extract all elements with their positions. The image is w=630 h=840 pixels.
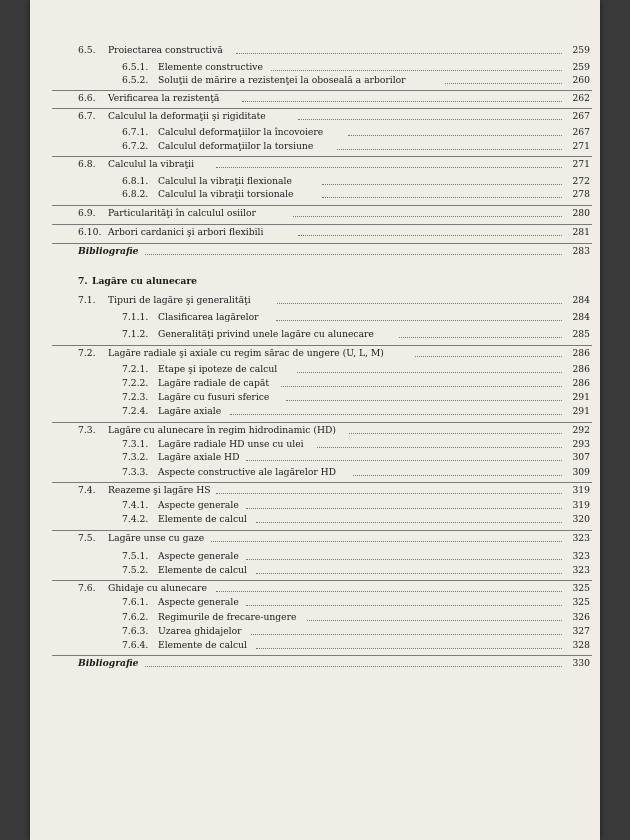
entry-number: 6.8.1.	[122, 176, 149, 187]
entry-page-number: 307	[572, 452, 590, 463]
entry-page-number: 320	[572, 514, 590, 525]
entry-page-number: 327	[572, 626, 590, 637]
dot-leader	[276, 320, 562, 321]
entry-title: Elemente de calcul	[158, 514, 247, 525]
entry-title: Lagăre radiale şi axiale cu regim sărac de ungere (U, L, M)	[108, 348, 384, 359]
separator-line	[52, 655, 592, 656]
separator-line	[52, 530, 592, 531]
entry-number: 6.8.	[78, 159, 96, 170]
dot-leader	[293, 216, 563, 217]
entry-title: Lagăre axiale	[158, 406, 222, 417]
entry-number: 7.1.	[78, 295, 96, 306]
dot-leader	[242, 101, 563, 102]
entry-page-number: 291	[572, 392, 590, 403]
dot-leader	[353, 475, 562, 476]
entry-number: 7.3.2.	[122, 452, 149, 463]
entry-title: Uzarea ghidajelor	[158, 626, 242, 637]
entry-page-number: 292	[572, 425, 590, 436]
entry-page-number: 272	[572, 176, 590, 187]
entry-title: Calculul deformaţiilor la torsiune	[158, 141, 314, 152]
entry-page-number: 281	[572, 227, 590, 238]
entry-number: 7.3.1.	[122, 439, 149, 450]
entry-page-number: 259	[572, 62, 590, 73]
entry-number: 6.5.2.	[122, 75, 149, 86]
dot-leader	[246, 559, 562, 560]
entry-number: 6.7.2.	[122, 141, 149, 152]
dot-leader	[216, 493, 562, 494]
entry-page-number: 291	[572, 406, 590, 417]
entry-title: Aspecte generale	[158, 597, 239, 608]
entry-number: 7.6.3.	[122, 626, 149, 637]
separator-line	[52, 580, 592, 581]
entry-page-number: 325	[572, 583, 590, 594]
entry-number: 7.2.2.	[122, 378, 149, 389]
entry-page-number: 323	[572, 565, 590, 576]
entry-number: 6.7.1.	[122, 127, 149, 138]
separator-line	[52, 345, 592, 346]
entry-number: 6.8.2.	[122, 189, 149, 200]
entry-page-number: 262	[572, 93, 590, 104]
dot-leader	[236, 53, 562, 54]
entry-page-number: 271	[572, 141, 590, 152]
entry-page-number: 323	[572, 533, 590, 544]
entry-page-number: 271	[572, 159, 590, 170]
dot-leader	[286, 400, 562, 401]
entry-number: 7.6.4.	[122, 640, 149, 651]
entry-title: Aspecte generale	[158, 500, 239, 511]
dot-leader	[277, 303, 562, 304]
entry-title: Lagăre unse cu gaze	[108, 533, 205, 544]
entry-title: Calculul la vibraţii	[108, 159, 195, 170]
separator-line	[52, 90, 592, 91]
dot-leader	[349, 433, 562, 434]
entry-title: Calculul deformaţiilor la încovoiere	[158, 127, 324, 138]
separator-line	[52, 422, 592, 423]
entry-number: 7.1.2.	[122, 329, 149, 340]
entry-number: 7.1.1.	[122, 312, 149, 323]
dot-leader	[317, 447, 562, 448]
entry-page-number: 323	[572, 551, 590, 562]
entry-number: 7.3.	[78, 425, 96, 436]
dot-leader	[415, 356, 562, 357]
entry-title: Elemente de calcul	[158, 565, 247, 576]
dot-leader	[322, 197, 562, 198]
dot-leader	[297, 372, 562, 373]
entry-title: Lagăre cu alunecare	[92, 276, 198, 287]
dot-leader	[145, 666, 562, 667]
entry-number: 6.5.1.	[122, 62, 149, 73]
entry-title: Tipuri de lagăre şi generalităţi	[108, 295, 251, 306]
entry-number: 6.10.	[78, 227, 102, 238]
dot-leader	[216, 591, 562, 592]
entry-title: Generalităţi privind unele lagăre cu alunecare	[158, 329, 374, 340]
entry-page-number: 319	[572, 485, 590, 496]
entry-number: 7.	[78, 276, 88, 287]
entry-title: Arbori cardanici şi arbori flexibili	[108, 227, 264, 238]
entry-title: Calculul la vibraţii flexionale	[158, 176, 292, 187]
entry-page-number: 309	[572, 467, 590, 478]
entry-page-number: 284	[572, 295, 590, 306]
entry-title: Calculul la vibraţii torsionale	[158, 189, 294, 200]
dot-leader	[145, 254, 562, 255]
entry-page-number: 325	[572, 597, 590, 608]
entry-title: Elemente de calcul	[158, 640, 247, 651]
dot-leader	[298, 119, 562, 120]
dot-leader	[256, 573, 562, 574]
entry-number: 7.4.1.	[122, 500, 149, 511]
entry-number: 7.4.2.	[122, 514, 149, 525]
dot-leader	[445, 83, 563, 84]
entry-number: 7.5.	[78, 533, 96, 544]
separator-line	[52, 205, 592, 206]
dot-leader	[216, 167, 562, 168]
entry-number: 6.7.	[78, 111, 96, 122]
dot-leader	[281, 386, 562, 387]
entry-page-number: 286	[572, 364, 590, 375]
entry-page-number: 267	[572, 111, 590, 122]
toc-page	[30, 0, 600, 840]
entry-title: Lagăre radiale de capăt	[158, 378, 270, 389]
dot-leader	[211, 541, 562, 542]
entry-title: Lagăre radiale HD unse cu ulei	[158, 439, 304, 450]
entry-page-number: 330	[572, 658, 590, 669]
dot-leader	[298, 235, 562, 236]
entry-title: Bibliografie	[78, 246, 139, 257]
separator-line	[52, 482, 592, 483]
entry-page-number: 326	[572, 612, 590, 623]
entry-page-number: 283	[572, 246, 590, 257]
dot-leader	[337, 149, 562, 150]
dot-leader	[246, 460, 562, 461]
entry-number: 7.4.	[78, 485, 96, 496]
entry-number: 7.2.	[78, 348, 96, 359]
entry-number: 7.6.1.	[122, 597, 149, 608]
entry-number: 7.6.	[78, 583, 96, 594]
entry-title: Particularităţi în calculul osiilor	[108, 208, 256, 219]
entry-title: Regimurile de frecare-ungere	[158, 612, 297, 623]
dot-leader	[271, 70, 562, 71]
entry-number: 7.2.1.	[122, 364, 149, 375]
entry-title: Elemente constructive	[158, 62, 263, 73]
separator-line	[52, 156, 592, 157]
entry-page-number: 319	[572, 500, 590, 511]
entry-title: Aspecte generale	[158, 551, 239, 562]
entry-page-number: 328	[572, 640, 590, 651]
dot-leader	[230, 414, 562, 415]
dot-leader	[251, 634, 562, 635]
entry-page-number: 278	[572, 189, 590, 200]
entry-page-number: 267	[572, 127, 590, 138]
separator-line	[52, 108, 592, 109]
entry-number: 7.2.3.	[122, 392, 149, 403]
entry-title: Verificarea la rezistenţă	[108, 93, 220, 104]
entry-page-number: 286	[572, 378, 590, 389]
entry-number: 7.6.2.	[122, 612, 149, 623]
entry-title: Proiectarea constructivă	[108, 45, 223, 56]
dot-leader	[348, 135, 562, 136]
dot-leader	[246, 605, 562, 606]
dot-leader	[307, 620, 562, 621]
entry-page-number: 284	[572, 312, 590, 323]
dot-leader	[256, 522, 562, 523]
entry-number: 7.5.1.	[122, 551, 149, 562]
entry-title: Ghidaje cu alunecare	[108, 583, 207, 594]
entry-title: Lagăre cu alunecare în regim hidrodinamic (HD)	[108, 425, 336, 436]
entry-title: Reazeme şi lagăre HS	[108, 485, 211, 496]
entry-number: 7.2.4.	[122, 406, 149, 417]
entry-number: 6.9.	[78, 208, 96, 219]
entry-page-number: 280	[572, 208, 590, 219]
entry-page-number: 285	[572, 329, 590, 340]
separator-line	[52, 243, 592, 244]
entry-title: Calculul la deformaţii şi rigiditate	[108, 111, 266, 122]
entry-page-number: 293	[572, 439, 590, 450]
entry-number: 6.6.	[78, 93, 96, 104]
entry-title: Etape şi ipoteze de calcul	[158, 364, 278, 375]
entry-title: Clasificarea lagărelor	[158, 312, 259, 323]
entry-number: 7.5.2.	[122, 565, 149, 576]
dot-leader	[256, 648, 562, 649]
entry-title: Aspecte constructive ale lagărelor HD	[158, 467, 337, 478]
entry-title: Lagăre axiale HD	[158, 452, 240, 463]
entry-number: 7.3.3.	[122, 467, 149, 478]
dot-leader	[399, 337, 562, 338]
dot-leader	[322, 184, 562, 185]
entry-page-number: 259	[572, 45, 590, 56]
entry-title: Bibliografie	[78, 658, 139, 669]
entry-title: Soluţii de mărire a rezistenţei la oboseală a arborilor	[158, 75, 406, 86]
separator-line	[52, 224, 592, 225]
entry-number: 6.5.	[78, 45, 96, 56]
entry-page-number: 260	[572, 75, 590, 86]
entry-page-number: 286	[572, 348, 590, 359]
entry-title: Lagăre cu fusuri sferice	[158, 392, 270, 403]
dot-leader	[246, 508, 562, 509]
